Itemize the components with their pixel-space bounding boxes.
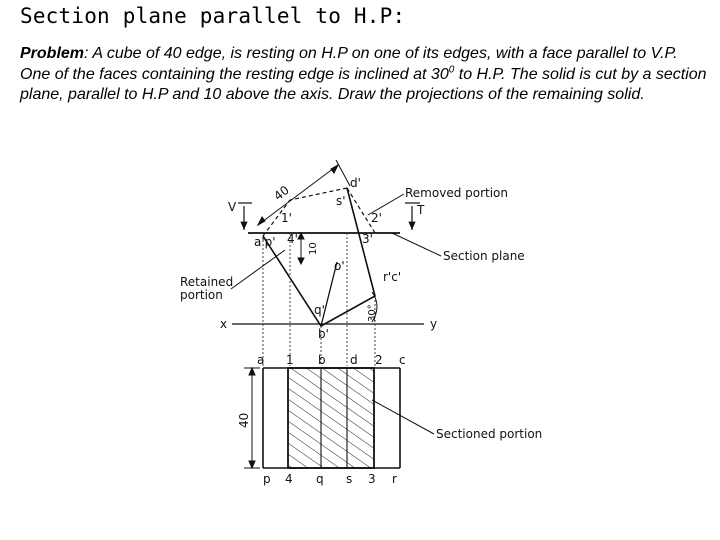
label-q: q [316, 472, 324, 486]
dimension-offset-10-text: 10 [308, 242, 319, 255]
label-1-prime: 1' [281, 211, 292, 225]
label-3: 3 [368, 472, 376, 486]
x-label: x [220, 317, 228, 331]
dimension-angle-text: 30° [367, 304, 378, 322]
callout-retained-line2: portion [180, 288, 223, 302]
label-3-prime: 3' [362, 232, 373, 246]
callout-removed-portion: Removed portion [405, 186, 509, 200]
dimension-oblique-40-text: 40 [271, 182, 292, 204]
label-c: c [399, 353, 406, 367]
label-4-prime: 4' [287, 232, 298, 246]
page-title: Section plane parallel to H.P: [20, 4, 406, 28]
sectioned-portion [288, 368, 374, 468]
label-s: s [346, 472, 353, 486]
label-p: p [263, 472, 271, 486]
label-q-prime: q' [314, 303, 325, 317]
label-o-prime: o' [334, 259, 345, 273]
problem-degree: 0 [448, 64, 455, 76]
label-r-prime-c-prime: r'c' [383, 270, 402, 284]
label-d-prime: d' [350, 176, 361, 190]
dimension-offset-10 [298, 233, 304, 264]
label-r: r [392, 472, 397, 486]
label-b-prime: b' [318, 327, 329, 341]
plane-mark-v: V [228, 200, 237, 214]
label-s-prime: s' [336, 194, 346, 208]
label-2: 2 [375, 353, 383, 367]
dimension-plan-40-text: 40 [237, 412, 251, 428]
label-2-prime: 2' [371, 211, 382, 225]
callout-retained-line1: Retained [180, 275, 234, 289]
label-1: 1 [286, 353, 294, 367]
label-d: d [350, 353, 358, 367]
plane-mark-t: T [417, 203, 425, 217]
top-view [263, 368, 400, 468]
section-plane-marks [238, 203, 420, 230]
label-4: 4 [285, 472, 293, 486]
y-label: y [430, 317, 438, 331]
callout-sectioned-portion: Sectioned portion [436, 427, 543, 441]
projectors [263, 233, 375, 366]
problem-lead: Problem [20, 45, 85, 62]
label-b: b [318, 353, 326, 367]
problem-text-2: to H.P. The solid is cut by a section plane, parallel to H.P and 10 above the axis. Draw the projections of the remaining solid. [20, 65, 707, 103]
label-a-prime-p-prime: a'p' [254, 235, 276, 249]
label-a: a [257, 353, 265, 367]
callout-section-plane: Section plane [443, 249, 525, 263]
problem-text-1: : A cube of 40 edge, is resting on H.P on one of its edges, with a face parallel to V.P. One of the faces containing the resting edge is inclined at 30 [20, 45, 678, 83]
